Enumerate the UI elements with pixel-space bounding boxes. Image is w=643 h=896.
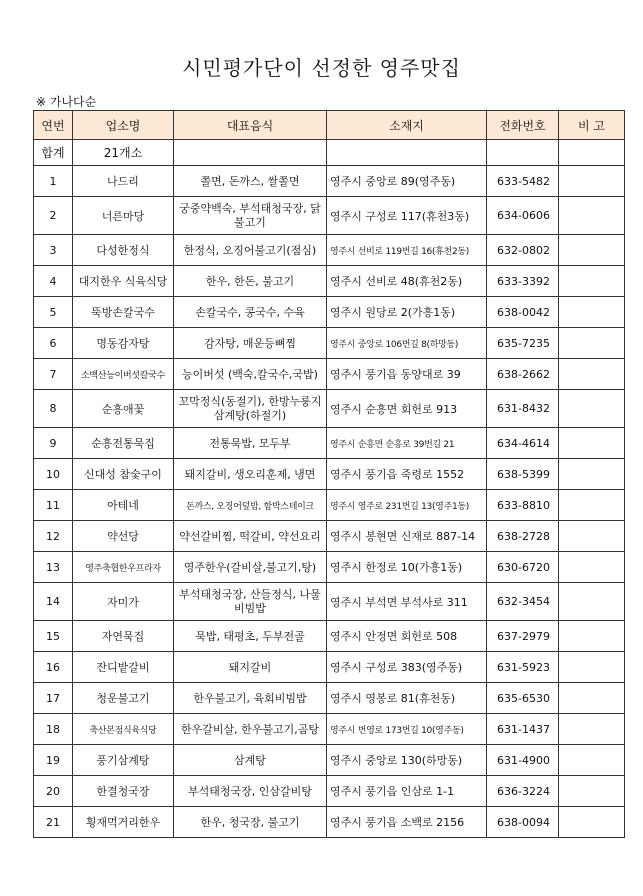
remarks <box>559 428 625 459</box>
restaurant-name: 순흥애꽃 <box>73 390 174 428</box>
row-number: 2 <box>34 197 73 235</box>
table-row <box>34 776 625 807</box>
signature-food: 부석태청국장, 인삼갈비탕 <box>174 776 327 807</box>
table-row <box>34 359 625 390</box>
address: 영주시 순흥면 회헌로 913 <box>327 390 487 428</box>
remarks <box>559 521 625 552</box>
phone-number: 638-2662 <box>487 359 559 390</box>
col-header-address: 소재지 <box>327 111 487 140</box>
phone-number: 638-5399 <box>487 459 559 490</box>
remarks <box>559 235 625 266</box>
address: 영주시 구성로 117(휴천3동) <box>327 197 487 235</box>
table-row <box>34 390 625 428</box>
row-number: 1 <box>34 166 73 197</box>
row-number: 14 <box>34 583 73 621</box>
remarks <box>559 807 625 838</box>
remarks <box>559 297 625 328</box>
signature-food: 전통묵밥, 모두부 <box>174 428 327 459</box>
phone-number: 631-4900 <box>487 745 559 776</box>
table-row <box>34 552 625 583</box>
restaurant-name: 너른마당 <box>73 197 174 235</box>
remarks <box>559 683 625 714</box>
remarks <box>559 328 625 359</box>
row-number: 9 <box>34 428 73 459</box>
remarks <box>559 714 625 745</box>
total-count: 21개소 <box>73 140 174 166</box>
address: 영주시 풍기읍 동양대로 39 <box>327 359 487 390</box>
address: 영주시 중앙로 89(영주동) <box>327 166 487 197</box>
phone-number: 632-0802 <box>487 235 559 266</box>
table-row <box>34 297 625 328</box>
restaurant-name: 아테네 <box>73 490 174 521</box>
signature-food: 한우, 한돈, 불고기 <box>174 266 327 297</box>
address: 영주시 중앙로 130(하망동) <box>327 745 487 776</box>
remarks <box>559 552 625 583</box>
signature-food: 약선갈비찜, 떡갈비, 약선요리 <box>174 521 327 552</box>
signature-food: 한우불고기, 육회비빔밥 <box>174 683 327 714</box>
remarks <box>559 197 625 235</box>
restaurant-name: 순흥전통묵집 <box>73 428 174 459</box>
row-number: 3 <box>34 235 73 266</box>
restaurant-name: 다성한정식 <box>73 235 174 266</box>
restaurant-name: 풍기삼계탕 <box>73 745 174 776</box>
row-number: 10 <box>34 459 73 490</box>
phone-number: 632-3454 <box>487 583 559 621</box>
row-number: 16 <box>34 652 73 683</box>
signature-food: 한우, 청국장, 불고기 <box>174 807 327 838</box>
address: 영주시 부석면 부석사로 311 <box>327 583 487 621</box>
remarks <box>559 652 625 683</box>
address: 영주시 한정로 10(가흥1동) <box>327 552 487 583</box>
address: 영주시 풍기읍 죽령로 1552 <box>327 459 487 490</box>
address: 영주시 영봉로 81(휴천동) <box>327 683 487 714</box>
address: 영주시 풍기읍 소백로 2156 <box>327 807 487 838</box>
remarks <box>559 621 625 652</box>
row-number: 4 <box>34 266 73 297</box>
remarks <box>559 583 625 621</box>
row-number: 6 <box>34 328 73 359</box>
signature-food: 삼계탕 <box>174 745 327 776</box>
row-number: 8 <box>34 390 73 428</box>
signature-food: 쫄면, 돈까스, 쌀쫄면 <box>174 166 327 197</box>
sort-note: ※ 가나다순 <box>36 95 97 109</box>
phone-number: 633-8810 <box>487 490 559 521</box>
phone-number: 631-1437 <box>487 714 559 745</box>
phone-number: 633-5482 <box>487 166 559 197</box>
signature-food: 손칼국수, 콩국수, 수육 <box>174 297 327 328</box>
phone-number: 631-8432 <box>487 390 559 428</box>
address: 영주시 봉현면 신재로 887-14 <box>327 521 487 552</box>
signature-food: 능이버섯 (백숙,칼국수,국밥) <box>174 359 327 390</box>
signature-food: 돈까스, 오징어덮밥, 함박스테이크 <box>174 490 327 521</box>
restaurant-name: 영주축협한우프라자 <box>73 552 174 583</box>
col-header-phone: 전화번호 <box>487 111 559 140</box>
col-header-no: 연번 <box>34 111 73 140</box>
phone-number: 633-3392 <box>487 266 559 297</box>
col-header-food: 대표음식 <box>174 111 327 140</box>
restaurant-name: 축산본점식육식당 <box>73 714 174 745</box>
restaurant-name: 잔디밭갈비 <box>73 652 174 683</box>
signature-food: 한정식, 오징어불고기(점심) <box>174 235 327 266</box>
table-row <box>34 807 625 838</box>
restaurant-name: 명동감자탕 <box>73 328 174 359</box>
phone-number: 635-7235 <box>487 328 559 359</box>
table-row <box>34 714 625 745</box>
row-number: 21 <box>34 807 73 838</box>
col-header-note: 비 고 <box>559 111 625 140</box>
row-number: 11 <box>34 490 73 521</box>
table-row <box>34 652 625 683</box>
phone-number: 638-2728 <box>487 521 559 552</box>
signature-food: 영주한우(갈비살,불고기,탕) <box>174 552 327 583</box>
restaurant-table <box>33 110 625 838</box>
table-row <box>34 428 625 459</box>
phone-number: 635-6530 <box>487 683 559 714</box>
table-row <box>34 490 625 521</box>
address: 영주시 순흥면 순흥로 39번길 21 <box>327 428 487 459</box>
restaurant-name: 자연묵집 <box>73 621 174 652</box>
row-number: 17 <box>34 683 73 714</box>
signature-food: 돼지갈비, 생오리훈제, 냉면 <box>174 459 327 490</box>
signature-food: 돼지갈비 <box>174 652 327 683</box>
restaurant-name: 나드리 <box>73 166 174 197</box>
restaurant-name: 청운불고기 <box>73 683 174 714</box>
table-row <box>34 459 625 490</box>
table-row <box>34 235 625 266</box>
table-row <box>34 583 625 621</box>
phone-number: 634-0606 <box>487 197 559 235</box>
signature-food: 한우갈비살, 한우불고기,곰탕 <box>174 714 327 745</box>
row-number: 19 <box>34 745 73 776</box>
row-number: 15 <box>34 621 73 652</box>
signature-food: 궁중약백숙, 부석태청국장, 닭불고기 <box>174 197 327 235</box>
restaurant-name: 약선당 <box>73 521 174 552</box>
phone-number: 636-3224 <box>487 776 559 807</box>
remarks <box>559 459 625 490</box>
address: 영주시 영주로 231번길 13(영주1동) <box>327 490 487 521</box>
phone-number: 634-4614 <box>487 428 559 459</box>
address: 영주시 원당로 2(가흥1동) <box>327 297 487 328</box>
address: 영주시 선비로 119번길 16(휴천2동) <box>327 235 487 266</box>
table-row <box>34 683 625 714</box>
remarks <box>559 490 625 521</box>
table-row <box>34 328 625 359</box>
phone-number: 631-5923 <box>487 652 559 683</box>
restaurant-name: 자미가 <box>73 583 174 621</box>
address: 영주시 풍기읍 인삼로 1-1 <box>327 776 487 807</box>
restaurant-name: 횡재먹거리한우 <box>73 807 174 838</box>
signature-food: 묵밥, 태평초, 두부전골 <box>174 621 327 652</box>
address: 영주시 번영로 173번길 10(영주동) <box>327 714 487 745</box>
row-number: 12 <box>34 521 73 552</box>
remarks <box>559 776 625 807</box>
remarks <box>559 166 625 197</box>
remarks <box>559 745 625 776</box>
total-row <box>34 140 625 166</box>
row-number: 20 <box>34 776 73 807</box>
row-number: 18 <box>34 714 73 745</box>
table-row <box>34 745 625 776</box>
header-row <box>34 111 625 140</box>
address: 영주시 안정면 회헌로 508 <box>327 621 487 652</box>
restaurant-name: 뚝방손칼국수 <box>73 297 174 328</box>
remarks <box>559 266 625 297</box>
address: 영주시 중앙로 106번길 8(하망동) <box>327 328 487 359</box>
restaurant-name: 소백산능이버섯칼국수 <box>73 359 174 390</box>
row-number: 7 <box>34 359 73 390</box>
table-row <box>34 197 625 235</box>
phone-number: 630-6720 <box>487 552 559 583</box>
remarks <box>559 359 625 390</box>
signature-food: 부석태청국장, 산들정식, 나물비빔밥 <box>174 583 327 621</box>
restaurant-name: 대지한우 식육식당 <box>73 266 174 297</box>
table-row <box>34 266 625 297</box>
col-header-name: 업소명 <box>73 111 174 140</box>
restaurant-name: 신대성 참숯구이 <box>73 459 174 490</box>
phone-number: 638-0042 <box>487 297 559 328</box>
address: 영주시 구성로 383(영주동) <box>327 652 487 683</box>
signature-food: 꼬막정식(동절기), 한방누룽지삼계탕(하절기) <box>174 390 327 428</box>
page-title: 시민평가단이 선정한 영주맛집 <box>182 56 461 80</box>
row-number: 13 <box>34 552 73 583</box>
table-row <box>34 521 625 552</box>
remarks <box>559 390 625 428</box>
phone-number: 637-2979 <box>487 621 559 652</box>
signature-food: 감자탕, 매운등뼈찜 <box>174 328 327 359</box>
address: 영주시 선비로 48(휴천2동) <box>327 266 487 297</box>
phone-number: 638-0094 <box>487 807 559 838</box>
restaurant-name: 한결청국장 <box>73 776 174 807</box>
table-row <box>34 166 625 197</box>
total-label: 합계 <box>34 140 73 166</box>
row-number: 5 <box>34 297 73 328</box>
table-row <box>34 621 625 652</box>
